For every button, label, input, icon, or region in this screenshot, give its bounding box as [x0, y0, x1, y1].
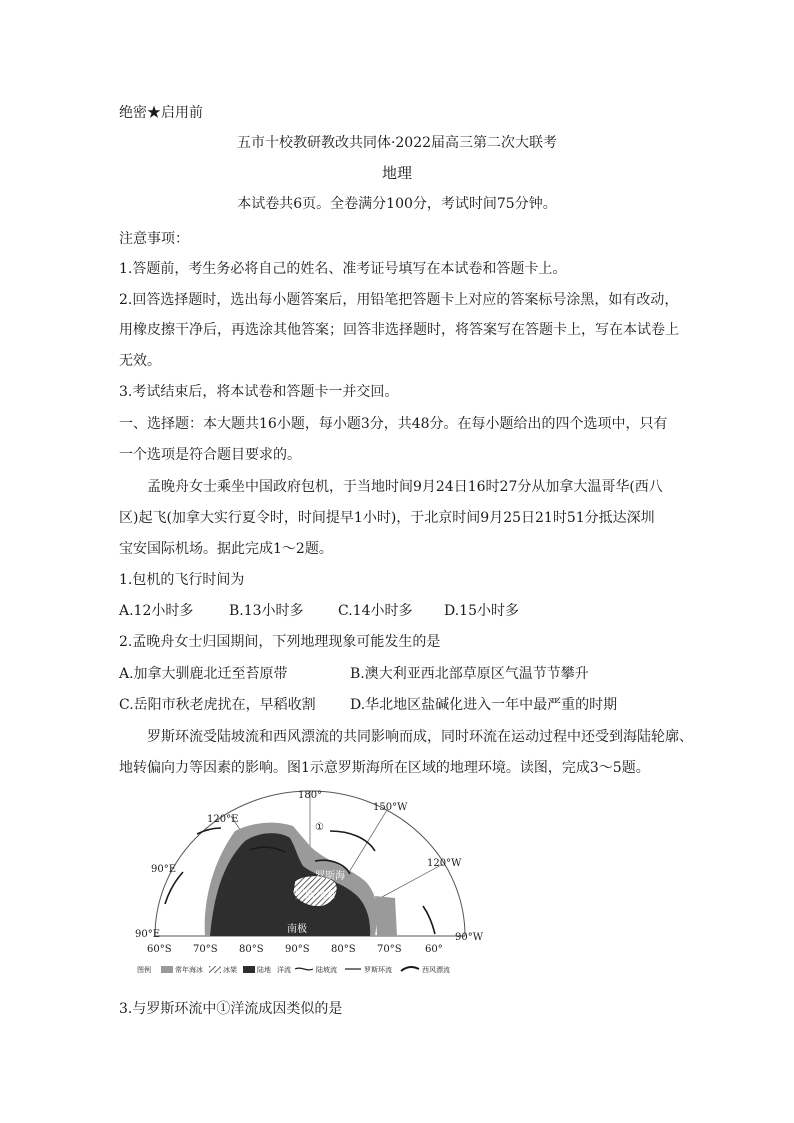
- label-lat-70s-right: 70°S: [377, 944, 402, 955]
- map-legend: [137, 965, 450, 974]
- passage-2-line-1: 罗斯环流受陆坡流和西风漂流的共同影响而成，同时环流在运动过程中还受到海陆轮廓、: [147, 729, 693, 745]
- label-lat-90s: 90°S: [285, 944, 310, 955]
- label-lat-60s-left: 60°S: [147, 944, 172, 955]
- legend-ice-shelf: 冰架: [223, 966, 237, 974]
- label-lat-80s-left: 80°S: [239, 944, 264, 955]
- legend-slope-current-symbol: [295, 968, 313, 970]
- label-lat-80s-right: 80°S: [331, 944, 356, 955]
- question-1-stem: 1.包机的飞行时间为: [119, 572, 245, 588]
- notes-item-1: 1.答题前，考生务必将自己的姓名、准考证号填写在本试卷和答题卡上。: [119, 261, 567, 277]
- notes-item-2-line-1: 2.回答选择题时，选出每小题答案后，用铅笔把答题卡上对应的答案标号涂黑，如有改动，: [119, 292, 679, 308]
- ross-sea-map-figure: [135, 786, 485, 986]
- legend-swatch-land: [243, 966, 255, 973]
- label-90w: 90°W: [455, 932, 484, 943]
- notes-item-2-line-3: 无效。: [119, 353, 161, 369]
- legend-swatch-ice-shelf: [209, 966, 221, 973]
- question-1-option-b[interactable]: B.13小时多: [229, 603, 304, 619]
- label-90e-bottom: 90°E: [135, 929, 161, 940]
- exam-title: 五市十校教研教改共同体·2022届高三第二次大联考: [236, 135, 558, 151]
- question-1-options: [119, 601, 519, 621]
- question-2-stem: 2.孟晚舟女士归国期间，下列地理现象可能发生的是: [119, 634, 441, 650]
- notes-title: 注意事项：: [119, 231, 189, 247]
- label-180: 180°: [298, 790, 323, 801]
- passage-1-line-2: 区)起飞(加拿大实行夏令时，时间提早1小时)，于北京时间9月25日21时51分抵达深圳: [119, 510, 655, 526]
- west-wind-drift-arrow-2: [423, 906, 435, 934]
- question-2-option-b[interactable]: B.澳大利亚西北部草原区气温节节攀升: [350, 666, 589, 682]
- label-circle-one: ①: [315, 822, 324, 833]
- section-heading-line-1: 一、选择题：本大题共16小题，每小题3分，共48分。在每小题给出的四个选项中，只有: [119, 416, 668, 432]
- legend-land: 陆地: [257, 966, 271, 974]
- label-lat-70s-left: 70°S: [193, 944, 218, 955]
- question-2-option-a[interactable]: A.加拿大驯鹿北迁至苔原带: [119, 666, 288, 682]
- question-2-option-d[interactable]: D.华北地区盐碱化进入一年中最严重的时期: [350, 697, 618, 713]
- label-120e: 120°E: [207, 814, 239, 825]
- question-1-option-d[interactable]: D.15小时多: [444, 603, 519, 619]
- legend-sea-ice: 常年海冰: [175, 966, 203, 974]
- question-1-option-c[interactable]: C.14小时多: [338, 603, 413, 619]
- question-2-options-row-1: [119, 664, 589, 684]
- passage-2-line-2: 地转偏向力等因素的影响。图1示意罗斯海所在区域的地理环境。读图，完成3～5题。: [119, 760, 650, 776]
- exam-info: 本试卷共6页。全卷满分100分，考试时间75分钟。: [237, 196, 557, 212]
- passage-1-line-3: 宝安国际机场。据此完成1～2题。: [119, 541, 333, 557]
- label-120w: 120°W: [427, 858, 462, 869]
- label-ross-ice-shelf: 罗斯冰架: [295, 890, 335, 901]
- label-150w: 150°W: [373, 802, 408, 813]
- west-wind-drift-arrow-3: [165, 872, 183, 904]
- west-wind-drift-arrow-4: [197, 828, 221, 834]
- sea-ice-right: [375, 896, 397, 936]
- legend-current: 洋流: [277, 966, 291, 974]
- notes-item-2-line-2: 用橡皮擦干净后，再选涂其他答案；回答非选择题时，将答案写在答题卡上，写在本试卷上: [119, 322, 679, 338]
- question-2-option-c[interactable]: C.岳阳市秋老虎扰在，早稻收割: [119, 697, 316, 713]
- question-3-stem: 3.与罗斯环流中①洋流成因类似的是: [119, 1001, 343, 1017]
- notes-item-3: 3.考试结束后，将本试卷和答题卡一并交回。: [119, 384, 399, 400]
- label-90e-top: 90°E: [151, 864, 177, 875]
- legend-ross-gyre: 罗斯环流: [364, 966, 392, 974]
- label-lat-60-right: 60°: [425, 944, 443, 955]
- subject-title: 地理: [381, 164, 412, 182]
- legend-west-wind-drift-symbol: [401, 967, 419, 971]
- legend-west-wind-drift: 西风漂流: [422, 966, 450, 974]
- label-ross-sea: 罗斯海: [315, 871, 345, 882]
- ross-sea-map: [135, 786, 485, 986]
- legend-swatch-sea-ice: [161, 966, 173, 973]
- passage-1-line-1: 孟晚舟女士乘坐中国政府包机，于当地时间9月24日16时27分从加拿大温哥华(西八: [147, 479, 663, 495]
- legend-title: 图例: [137, 966, 151, 974]
- label-south-pole: 南极: [287, 924, 307, 935]
- question-2-options-row-2: [119, 695, 617, 715]
- legend-slope-current: 陆坡流: [316, 966, 337, 974]
- section-heading-line-2: 一个选项是符合题目要求的。: [119, 447, 301, 463]
- question-1-option-a[interactable]: A.12小时多: [119, 603, 194, 619]
- secret-mark: 绝密★启用前: [119, 105, 203, 121]
